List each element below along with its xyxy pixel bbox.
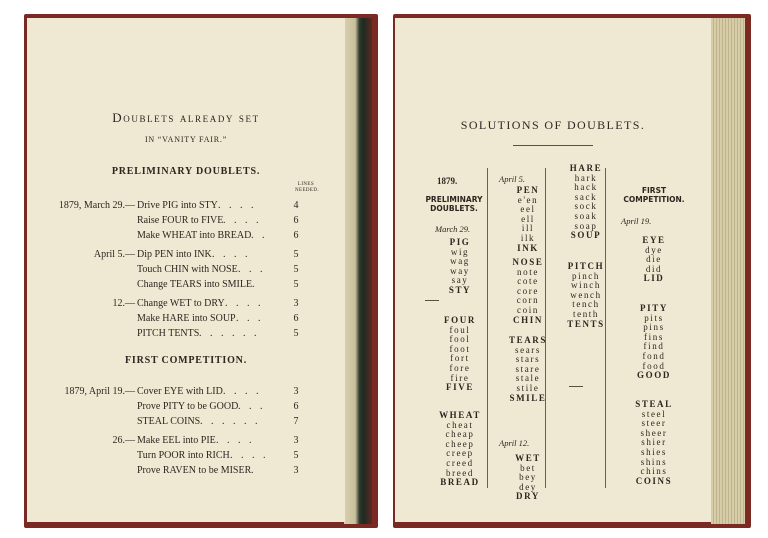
row-date: 1879, March 29.—	[58, 200, 135, 211]
first-competition-label	[619, 186, 689, 204]
word-ladder-pity	[633, 304, 675, 381]
row-lines-needed: 3	[293, 298, 299, 309]
row-lines-needed: 3	[293, 386, 299, 397]
row-dots: . . . .	[225, 298, 264, 309]
word-ladder-wheat	[439, 411, 481, 488]
april-19-label: April 19.	[621, 216, 652, 226]
row-date: 26.—	[112, 435, 135, 446]
left-page-edge	[344, 18, 372, 524]
ladder-step-word: food	[642, 360, 666, 371]
doublet-row	[27, 386, 345, 398]
ladder-step-word: bey	[519, 472, 537, 483]
row-dots: . . .	[238, 264, 266, 275]
doublet-row	[27, 298, 345, 310]
row-lines-needed: 6	[293, 230, 299, 241]
row-text: Change TEARS into SMILE	[137, 279, 253, 290]
doublet-row	[27, 279, 345, 291]
ladder-step-word: fore	[449, 362, 471, 373]
row-lines-needed: 5	[293, 279, 299, 290]
doublet-row	[27, 313, 345, 325]
ladder-start-word: EYE	[642, 235, 666, 245]
row-text: Change WET to DRY	[137, 298, 225, 309]
row-dots: . . . .	[218, 200, 257, 211]
word-ladder-eye	[633, 236, 675, 284]
doublet-row	[27, 401, 345, 413]
ladder-step-word: winch	[571, 280, 601, 291]
preliminary-label-line2: DOUBLETS.	[430, 204, 478, 213]
ladder-step-word: cheep	[445, 438, 475, 449]
ladder-start-word: PIG	[449, 237, 471, 247]
ladder-step-word: wag	[450, 256, 470, 267]
row-dots: .	[252, 279, 258, 290]
ladder-end-word: FIVE	[446, 382, 474, 393]
doublet-row	[27, 200, 345, 212]
ladder-step-word: find	[643, 341, 665, 352]
ladder-end-word: LID	[643, 273, 665, 284]
ladder-start-word: HARE	[569, 163, 603, 173]
april-12-label: April 12.	[499, 438, 530, 448]
ladder-step-word: corn	[516, 295, 540, 306]
row-text: PITCH TENTS	[137, 328, 200, 339]
doublet-row	[27, 230, 345, 242]
row-lines-needed: 6	[293, 313, 299, 324]
ladder-step-word: core	[517, 285, 539, 296]
ladder-step-word: shins	[640, 456, 668, 467]
ladder-step-word: fire	[450, 372, 470, 383]
row-text: Make WHEAT into BREAD	[137, 230, 252, 241]
ladder-step-word: stars	[515, 354, 541, 365]
ladder-step-word: soap	[574, 220, 598, 231]
ladder-step-word: die	[646, 254, 662, 265]
divider-dash-2	[569, 386, 583, 387]
left-page-title: Doublets already set	[112, 110, 260, 125]
ladder-step-word: sheer	[640, 427, 668, 438]
row-lines-needed: 7	[293, 416, 299, 427]
ladder-step-word: dye	[645, 244, 663, 255]
ladder-start-word: NOSE	[512, 257, 544, 267]
ladder-end-word: GOOD	[637, 370, 671, 381]
ladder-step-word: soak	[574, 210, 598, 221]
ladder-step-word: shies	[641, 446, 667, 457]
march-29-label: March 29.	[435, 224, 471, 234]
ladder-start-word: PEN	[516, 185, 540, 195]
ladder-step-word: breed	[446, 467, 474, 478]
ladder-step-word: fins	[644, 331, 664, 342]
ladder-step-word: tenth	[573, 308, 599, 319]
row-dots: . . . .	[212, 249, 251, 260]
row-text: Drive PIG into STY	[137, 200, 218, 211]
row-date: April 5.—	[93, 249, 135, 260]
ladder-step-word: say	[451, 275, 469, 286]
doublet-row	[27, 264, 345, 276]
row-lines-needed: 3	[293, 435, 299, 446]
ladder-step-word: stare	[515, 363, 541, 374]
ladder-step-word: steel	[641, 408, 667, 419]
word-ladder-steal	[633, 400, 675, 486]
title-rule	[513, 145, 593, 146]
row-text: Raise FOUR to FIVE	[137, 215, 224, 226]
row-text: Cover EYE with LID	[137, 386, 223, 397]
row-dots: . .	[251, 230, 268, 241]
first-competition-label-line1: FIRST	[641, 186, 667, 195]
row-date: 12.—	[112, 298, 135, 309]
row-dots: . . . .	[216, 435, 255, 446]
row-lines-needed: 6	[293, 215, 299, 226]
april-5-label: April 5.	[499, 174, 525, 184]
ladder-step-word: way	[450, 265, 470, 276]
ladder-step-word: ill	[521, 223, 535, 234]
ladder-start-word: PITY	[640, 303, 668, 313]
left-book	[24, 14, 378, 528]
word-ladder-wet	[507, 454, 549, 502]
ladder-step-word: hark	[574, 172, 598, 183]
ladder-start-word: WHEAT	[439, 410, 481, 420]
row-dots: . . .	[236, 313, 264, 324]
row-text: Prove RAVEN to be MISER	[137, 465, 252, 476]
row-dots: . . . . . .	[200, 416, 261, 427]
column-divider-1	[487, 168, 488, 488]
ladder-step-word: cheap	[445, 429, 475, 440]
ladder-step-word: note	[517, 266, 539, 277]
ladder-step-word: did	[645, 263, 663, 274]
ladder-step-word: stile	[516, 382, 540, 393]
right-book	[393, 14, 751, 528]
left-page	[27, 18, 345, 522]
year-label: 1879.	[437, 176, 458, 186]
ladder-step-word: pinch	[572, 270, 600, 281]
ladder-step-word: bet	[520, 462, 536, 473]
divider-dash-1	[425, 300, 439, 301]
ladder-end-word: SMILE	[509, 392, 547, 403]
ladder-start-word: FOUR	[444, 315, 476, 325]
first-competition-label-line2: COMPETITION.	[623, 195, 685, 204]
ladder-step-word: e'en	[517, 194, 539, 205]
ladder-step-word: hack	[574, 182, 598, 193]
doublet-row	[27, 328, 345, 340]
ladder-step-word: sears	[515, 344, 541, 355]
row-lines-needed: 6	[293, 401, 299, 412]
row-text: Prove PITY to be GOOD	[137, 401, 239, 412]
ladder-step-word: cote	[517, 276, 539, 287]
solutions-title: SOLUTIONS OF DOUBLETS.	[460, 118, 646, 132]
ladder-end-word: STY	[448, 284, 472, 295]
row-text: Touch CHIN with NOSE	[137, 264, 238, 275]
ladder-step-word: chins	[640, 466, 668, 477]
ladder-start-word: PITCH	[567, 261, 605, 271]
row-dots: . . . .	[230, 450, 269, 461]
ladder-end-word: CHIN	[513, 314, 543, 325]
ladder-step-word: ilk	[520, 232, 536, 243]
ladder-end-word: BREAD	[440, 477, 480, 488]
ladder-end-word: SOUP	[570, 230, 602, 241]
ladder-step-word: dey	[519, 481, 537, 492]
first-competition-heading: FIRST COMPETITION.	[124, 355, 247, 366]
ladder-start-word: TEARS	[508, 335, 547, 345]
word-ladder-pen	[507, 186, 549, 253]
row-lines-needed: 5	[293, 450, 299, 461]
row-text: Make EEL into PIE	[137, 435, 216, 446]
preliminary-label	[423, 195, 485, 213]
ladder-step-word: foul	[449, 324, 471, 335]
lines-needed-label: LINES NEEDED.	[295, 182, 320, 193]
row-text: Turn POOR into RICH	[137, 450, 230, 461]
ladder-step-word: foot	[449, 343, 471, 354]
row-dots: . . .	[238, 401, 266, 412]
ladder-end-word: COINS	[635, 475, 673, 486]
ladder-step-word: pits	[644, 312, 664, 323]
doublet-row	[27, 435, 345, 447]
word-ladder-four	[439, 316, 481, 393]
row-date: 1879, April 19.—	[64, 386, 135, 397]
ladder-end-word: TENTS	[567, 318, 605, 329]
ladder-step-word: creep	[446, 448, 474, 459]
ladder-start-word: STEAL	[635, 399, 673, 409]
right-page-edge	[711, 18, 745, 524]
ladder-step-word: wig	[450, 246, 470, 257]
ladder-step-word: creed	[446, 457, 474, 468]
ladder-end-word: INK	[517, 242, 539, 253]
word-ladder-pitch	[565, 262, 607, 329]
row-lines-needed: 5	[293, 249, 299, 260]
row-lines-needed: 4	[293, 200, 299, 211]
ladder-step-word: wench	[570, 289, 602, 300]
row-dots: . . . .	[223, 386, 262, 397]
ladder-step-word: ell	[521, 213, 535, 224]
word-ladder-tears	[507, 336, 549, 403]
doublet-row	[27, 450, 345, 462]
row-text: Make HARE into SOUP	[137, 313, 236, 324]
ladder-step-word: fool	[449, 334, 471, 345]
ladder-step-word: shier	[641, 437, 667, 448]
ladder-step-word: fond	[642, 350, 666, 361]
ladder-step-word: sock	[574, 201, 598, 212]
preliminary-heading: PRELIMINARY DOUBLETS.	[111, 166, 261, 177]
row-dots: .	[251, 465, 257, 476]
preliminary-label-line1: PRELIMINARY	[425, 195, 483, 204]
ladder-step-word: coin	[517, 304, 539, 315]
row-text: STEAL COINS	[137, 416, 201, 427]
ladder-start-word: WET	[515, 453, 541, 463]
doublet-row	[27, 465, 345, 477]
ladder-step-word: cheat	[446, 419, 474, 430]
word-ladder-pig	[439, 238, 481, 296]
ladder-step-word: pins	[643, 322, 665, 333]
word-ladder-hare	[565, 164, 607, 241]
doublet-row	[27, 215, 345, 227]
row-text: Dip PEN into INK	[137, 249, 212, 260]
ladder-step-word: fort	[450, 353, 470, 364]
ladder-end-word: DRY	[516, 491, 540, 502]
doublet-row	[27, 416, 345, 428]
ladder-step-word: steer	[641, 418, 667, 429]
row-dots: . . . .	[223, 215, 262, 226]
ladder-step-word: tench	[572, 299, 600, 310]
row-lines-needed: 3	[293, 465, 299, 476]
ladder-step-word: stale	[515, 373, 541, 384]
ladder-step-word: eel	[520, 204, 536, 215]
ladder-step-word: sack	[574, 191, 598, 202]
row-dots: . . . . . .	[199, 328, 260, 339]
doublet-row	[27, 249, 345, 261]
left-page-subtitle: IN “VANITY FAIR.”	[144, 135, 228, 144]
row-lines-needed: 5	[293, 264, 299, 275]
right-page	[395, 18, 711, 522]
row-lines-needed: 5	[293, 328, 299, 339]
word-ladder-nose	[507, 258, 549, 325]
